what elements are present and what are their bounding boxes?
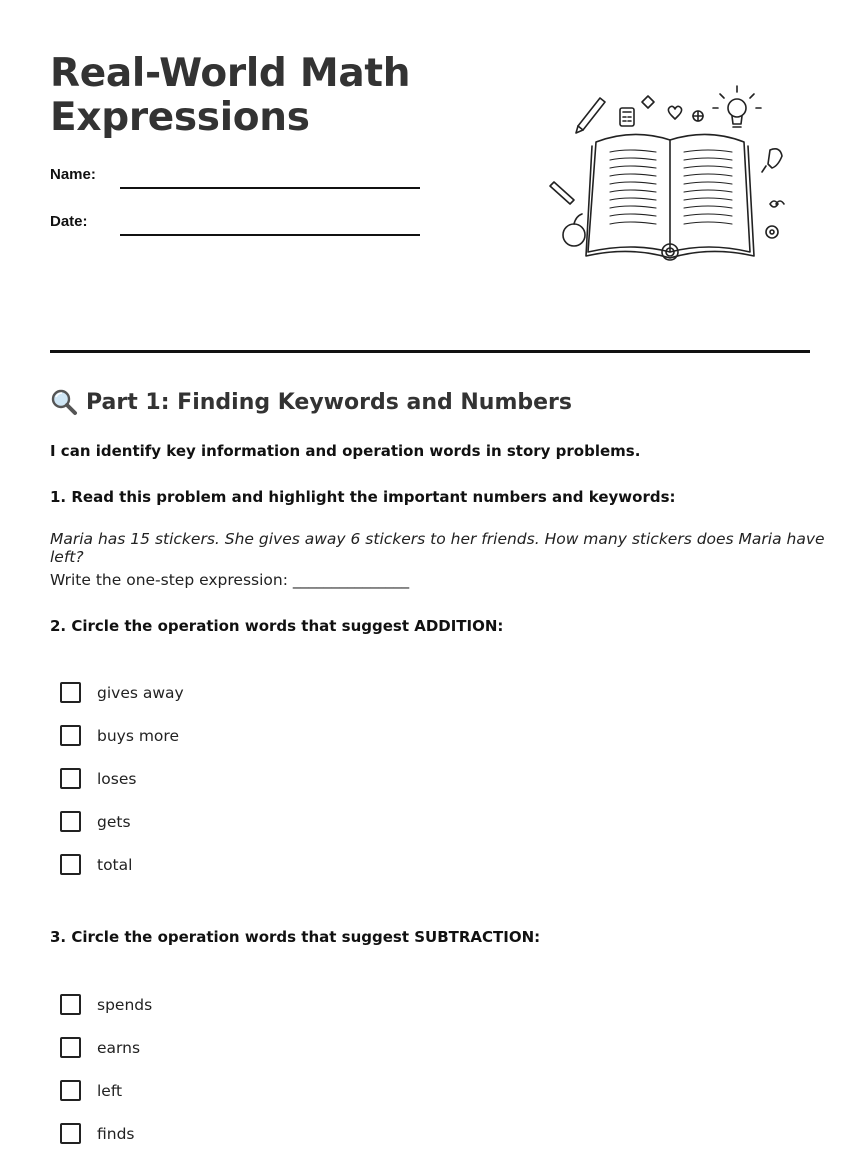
checkbox[interactable]: [60, 725, 81, 746]
date-label: Date:: [50, 213, 88, 230]
question-1-prompt: 1. Read this problem and highlight the important numbers and keywords:: [50, 488, 676, 506]
story-problem: Maria has 15 stickers. She gives away 6 stickers to her friends. How many stickers does Maria have left?: [50, 530, 825, 566]
subtraction-option[interactable]: finds: [60, 1123, 135, 1144]
learning-objective: I can identify key information and operation words in story problems.: [50, 442, 641, 460]
addition-option[interactable]: total: [60, 854, 132, 875]
magnifying-glass-icon: [50, 388, 78, 416]
checkbox[interactable]: [60, 1123, 81, 1144]
addition-option[interactable]: gives away: [60, 682, 184, 703]
question-3-prompt: 3. Circle the operation words that suggest SUBTRACTION:: [50, 928, 541, 946]
question-2-prompt: 2. Circle the operation words that suggest ADDITION:: [50, 617, 504, 635]
addition-option[interactable]: loses: [60, 768, 136, 789]
subtraction-option[interactable]: earns: [60, 1037, 140, 1058]
subtraction-option[interactable]: spends: [60, 994, 152, 1015]
name-label: Name:: [50, 166, 96, 183]
addition-option[interactable]: gets: [60, 811, 131, 832]
expression-answer-line[interactable]: Write the one-step expression: _______________: [50, 571, 410, 589]
checkbox[interactable]: [60, 811, 81, 832]
subtraction-option[interactable]: left: [60, 1080, 122, 1101]
date-field[interactable]: [120, 234, 420, 236]
checkbox[interactable]: [60, 854, 81, 875]
part1-title: Part 1: Finding Keywords and Numbers: [50, 388, 572, 416]
open-book-icon: [548, 80, 788, 265]
name-field[interactable]: [120, 187, 420, 189]
addition-option[interactable]: buys more: [60, 725, 179, 746]
checkbox[interactable]: [60, 994, 81, 1015]
section-divider: [50, 350, 810, 353]
checkbox[interactable]: [60, 1080, 81, 1101]
checkbox[interactable]: [60, 682, 81, 703]
checkbox[interactable]: [60, 1037, 81, 1058]
worksheet-title: Real-World Math Expressions: [50, 51, 411, 140]
checkbox[interactable]: [60, 768, 81, 789]
